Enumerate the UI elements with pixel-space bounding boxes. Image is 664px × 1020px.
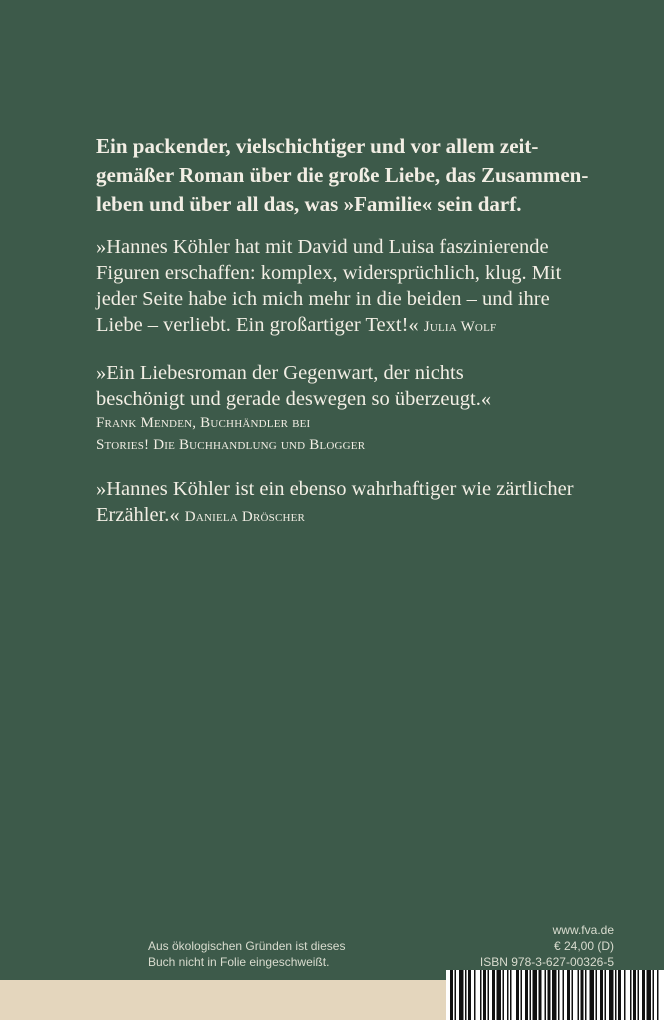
barcode-bar	[578, 970, 580, 1020]
blurb-lead-line: gemäßer Roman über die große Liebe, das Zusammen-	[96, 163, 589, 187]
review-quote-3	[96, 476, 616, 530]
quote-line-with-attribution	[96, 312, 616, 340]
barcode-bar	[605, 970, 607, 1020]
publisher-website: www.fva.de	[552, 923, 614, 937]
barcode-bar	[558, 970, 560, 1020]
barcode-bar	[468, 970, 471, 1020]
quote-attribution: Stories! Die Buchhandlung und Blogger	[96, 437, 366, 453]
barcode-bar	[638, 970, 640, 1020]
barcode-bar	[630, 970, 632, 1020]
barcode-bar	[480, 970, 482, 1020]
quote-line: Figuren erschaffen: komplex, widersprüchlich, klug. Mit	[96, 262, 562, 284]
price: € 24,00 (D)	[553, 939, 614, 953]
barcode-bar	[521, 970, 523, 1020]
barcode-bar	[548, 970, 551, 1020]
barcode-bar	[552, 970, 557, 1020]
barcode-bar	[657, 970, 659, 1020]
barcode-bar	[563, 970, 565, 1020]
barcode-bar	[618, 970, 621, 1020]
barcode-bar	[653, 970, 655, 1020]
barcode-bar	[596, 970, 598, 1020]
barcode-bar	[455, 970, 457, 1020]
barcode-bar	[567, 970, 570, 1020]
barcode-bar	[530, 970, 532, 1020]
eco-note-line: Aus ökologischen Gründen ist dieses	[148, 939, 346, 953]
publisher-info	[480, 922, 614, 970]
barcode-bar	[545, 970, 547, 1020]
blurb-lead	[96, 132, 606, 219]
barcode-bar	[497, 970, 502, 1020]
barcode-bar	[465, 970, 467, 1020]
quote-line: Liebe – verliebt. Ein großartiger Text!«	[96, 314, 419, 336]
barcode-bar	[503, 970, 505, 1020]
barcode-bar	[624, 970, 626, 1020]
barcode-bar	[609, 970, 614, 1020]
quote-attribution: Julia Wolf	[423, 319, 497, 335]
barcode-bar	[581, 970, 584, 1020]
barcode-bar	[492, 970, 495, 1020]
barcode-bar	[572, 970, 574, 1020]
blurb-lead-line: leben und über all das, was »Familie« sein darf.	[96, 192, 522, 216]
barcode-bar	[600, 970, 603, 1020]
barcode-bar	[585, 970, 587, 1020]
barcode	[446, 970, 664, 1020]
barcode-bar	[483, 970, 486, 1020]
quote-attribution: Daniela Dröscher	[184, 509, 306, 525]
barcode-bar	[633, 970, 636, 1020]
quote-line: »Hannes Köhler ist ein ebenso wahrhaftiger wie zärtlicher	[96, 478, 574, 500]
barcode-bar	[459, 970, 464, 1020]
barcode-bar	[516, 970, 519, 1020]
isbn: ISBN 978-3-627-00326-5	[479, 955, 614, 969]
eco-note-line: Buch nicht in Folie eingeschweißt.	[148, 955, 330, 969]
quote-line: Erzähler.«	[96, 504, 180, 526]
barcode-bar	[510, 970, 512, 1020]
barcode-bar	[525, 970, 528, 1020]
quote-attribution: Frank Menden, Buchhändler bei	[96, 415, 311, 431]
eco-note	[148, 938, 345, 970]
barcode-bar	[474, 970, 476, 1020]
quote-line: jeder Seite habe ich mich mehr in die beiden – und ihre	[96, 288, 550, 310]
blurb-lead-line: Ein packender, vielschichtiger und vor allem zeit-	[96, 134, 539, 158]
barcode-bar	[642, 970, 645, 1020]
quote-line: »Hannes Köhler hat mit David und Luisa faszinierende	[96, 236, 549, 258]
review-quote-2	[96, 360, 616, 456]
barcode-bar	[488, 970, 490, 1020]
barcode-bar	[590, 970, 595, 1020]
quote-line: »Ein Liebesroman der Gegenwart, der nichts	[96, 362, 464, 384]
barcode-bar	[615, 970, 617, 1020]
barcode-bar	[450, 970, 453, 1020]
barcode-bar	[539, 970, 542, 1020]
quote-line: beschönigt und gerade deswegen so überzeugt.«	[96, 388, 492, 410]
barcode-bars	[446, 970, 664, 1020]
barcode-bar	[647, 970, 652, 1020]
quote-line-with-attribution	[96, 502, 616, 530]
review-quote-1	[96, 234, 616, 340]
barcode-bar	[507, 970, 509, 1020]
barcode-bar	[533, 970, 538, 1020]
